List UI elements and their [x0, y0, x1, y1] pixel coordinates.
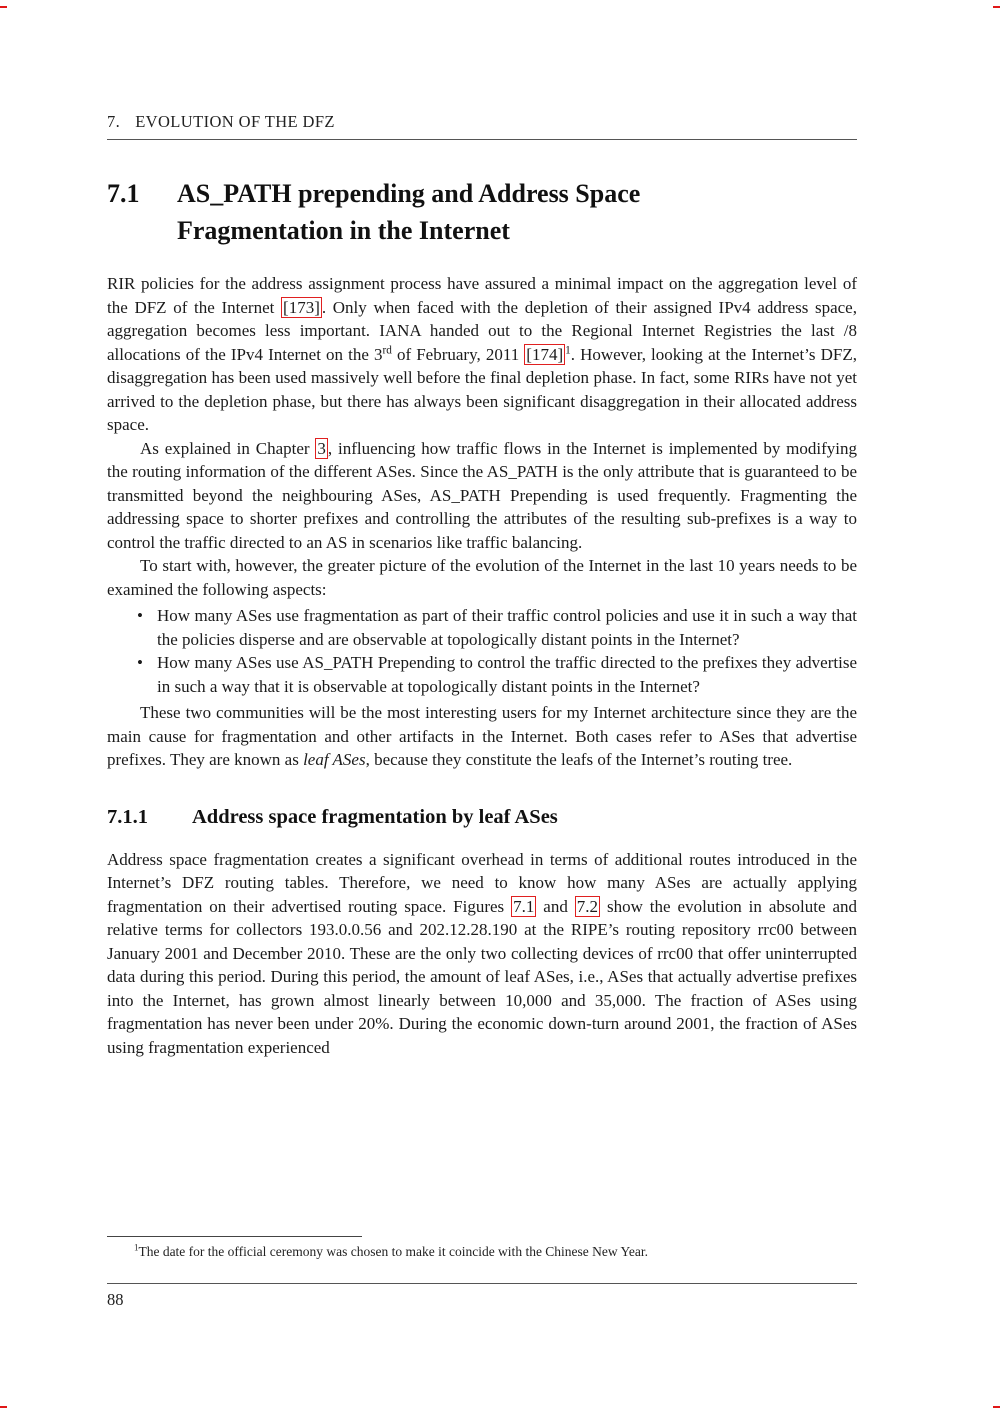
paragraph: [107, 437, 857, 555]
list-item: [157, 604, 857, 651]
section-title-line: Fragmentation in the Internet: [177, 216, 510, 245]
text-segment: , because they constitute the leafs of the Internet’s routing tree.: [365, 750, 793, 769]
page-number: 88: [107, 1290, 124, 1309]
text-segment: . Only when faced with the depletion of their assigned IPv4 address space, aggregation becomes less important. IANA handed out to the Regional Internet Registries the last /8 allocations of the IPv4 Internet on the 3: [107, 297, 857, 364]
footnote-area: [107, 1236, 857, 1261]
paragraph: [107, 272, 857, 437]
crop-mark: [0, 6, 7, 8]
crop-mark: [993, 1406, 1000, 1408]
text-segment: rd: [382, 343, 392, 356]
section-title: [177, 175, 640, 249]
subsection-title: Address space fragmentation by leaf ASes: [192, 805, 558, 828]
text-segment: These two communities will be the most interesting users for my Internet architecture since they are the main cause for fragmentation and other artifacts in the Internet. Both cases refer to ASes that advertise prefixes. They are known as: [107, 703, 857, 769]
page-footer: [107, 1283, 857, 1310]
crop-mark: [0, 1406, 7, 1408]
footnote-rule: [107, 1236, 362, 1237]
footer-rule: [107, 1283, 857, 1284]
paragraph: [107, 848, 857, 1060]
text-segment: and: [536, 896, 575, 916]
text-segment: . However, looking at the Internet’s DFZ, disaggregation has been used massively well before the final depletion phase. In fact, some RIRs have not yet arrived to the depletion phase, but there has always been significant disaggregation in their allocated address space.: [107, 344, 857, 434]
text-segment: How many ASes use fragmentation as part of their traffic control policies and use it in such a way that the policies disperse and are observable at topologically distant points in the Internet?: [157, 606, 857, 649]
ref-link[interactable]: [173]: [283, 297, 320, 317]
text-segment: 1: [565, 343, 571, 356]
text-segment: 1: [134, 1242, 139, 1253]
running-header: [107, 112, 857, 132]
text-segment: The date for the official ceremony was chosen to make it coincide with the Chinese New Year.: [138, 1244, 649, 1259]
paragraph: [107, 701, 857, 772]
text-segment: leaf ASes: [303, 750, 366, 769]
paragraph: [107, 554, 857, 601]
section-number: 7.1: [107, 179, 140, 208]
section-heading: [107, 175, 857, 249]
text-segment: How many ASes use AS_PATH Prepending to control the traffic directed to the prefixes they advertise in such a way that it is observable at topologically distant points in the Internet?: [157, 653, 857, 696]
page-content: [107, 112, 857, 1059]
text-segment: of February, 2011: [391, 344, 525, 364]
bullet-list: [107, 604, 857, 698]
crop-mark: [993, 6, 1000, 8]
section-title-line: AS_PATH prepending and Address Space: [177, 179, 641, 208]
text-segment: Address space fragmentation creates a significant overhead in terms of additional routes introduced in the Internet’s DFZ routing tables. Therefore, we need to know how many ASes are actually applying fragmentation on their advertised routing space. Figures: [107, 849, 857, 916]
header-rule: [107, 139, 857, 140]
running-header-title: EVOLUTION OF THE DFZ: [135, 112, 335, 131]
list-item: [157, 651, 857, 698]
subsection-heading: [107, 806, 857, 829]
running-header-number: 7.: [107, 112, 121, 131]
ref-link[interactable]: [174]: [526, 344, 564, 364]
text-segment: show the evolution in absolute and relative terms for collectors 193.0.0.56 and 202.12.28.190 at the RIPE’s routing repository rrc00 between January 2001 and December 2010. These are the only two collecting devices of rrc00 that offer uninterrupted data during this period. During this period, the amount of leaf ASes, i.e., ASes that actually advertise prefixes into the Internet, has grown almost linearly between 10,000 and 35,000. The fraction of ASes using fragmentation has never been under 20%. During the economic down-turn around 2001, the fraction of ASes using fragmentation experienced: [107, 896, 857, 1057]
text-segment: To start with, however, the greater picture of the evolution of the Internet in the last 10 years needs to be examined the following aspects:: [107, 556, 857, 599]
ref-link[interactable]: 7.2: [576, 896, 599, 916]
text-segment: As explained in Chapter: [140, 438, 316, 458]
text-segment: , influencing how traffic flows in the Internet is implemented by modifying the routing information of the different ASes. Since the AS_PATH is the only attribute that is guaranteed to be transmitted beyond the neighbouring ASes, AS_PATH Prepending is used frequently. Fragmenting the addressing space to shorter prefixes and controlling the attributes of the resulting sub-prefixes is a way to control the traffic directed to an AS in scenarios like traffic balancing.: [107, 438, 857, 552]
text-segment: RIR policies for the address assignment process have assured a minimal impact on the aggregation level of the DFZ of the Internet: [107, 274, 857, 317]
footnote: [107, 1243, 857, 1261]
subsection-number: 7.1.1: [107, 805, 148, 828]
ref-link[interactable]: 7.1: [513, 896, 535, 916]
ref-link[interactable]: 3: [317, 438, 326, 458]
